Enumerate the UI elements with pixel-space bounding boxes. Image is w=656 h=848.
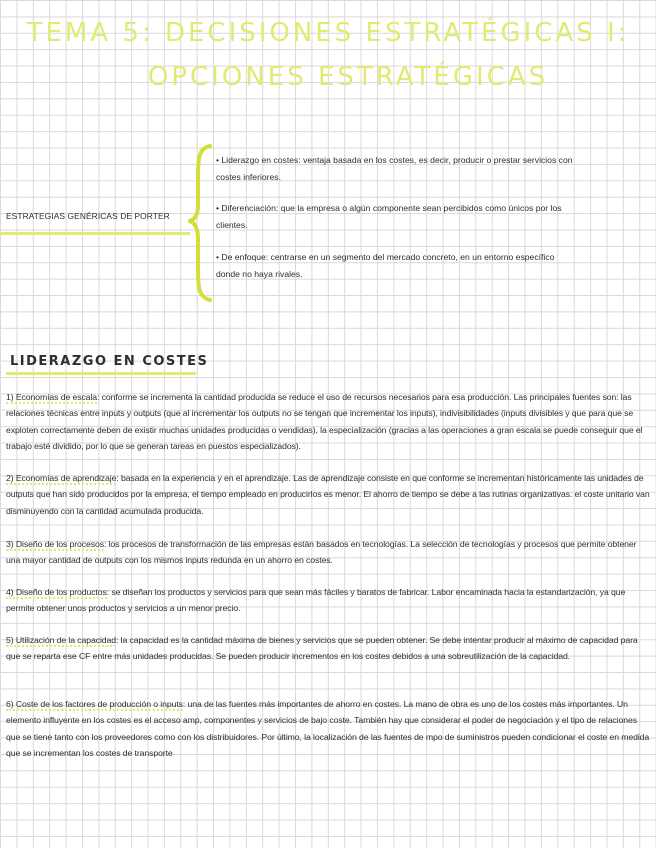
page-title-line-1: TEMA 5: DECISIONES ESTRATÉGICAS I: [26,18,630,48]
paragraph-label: 1) Economías de escala [6,392,97,402]
paragraph-text: : los procesos de transformación de las empresas están basados en tecnologías. La selección de tecnologías y procesos que permite obtener una mayor cantidad de outputs con los mismos inputs redunda en un ahorro en costes. [6,539,637,566]
section-underline [6,372,196,375]
paragraph-diseno-procesos [6,536,650,569]
paragraph-text: : la capacidad es la cantidad máxima de bienes y servicios que se pueden obtener. Se debe intentar producir al máximo de capacidad para que se reparta ese CF entre más unidades producidas. Se pueden producir incrementos en los costes debidos a una sobreutilización de la capacidad. [6,635,638,662]
paragraph-label: 5) Utilización de la capacidad [6,635,117,645]
porter-item-differentiation: • Diferenciación: que la empresa o algún componente sean percibidos como únicos por los clientes. [216,203,562,230]
paragraph-text: : una de las fuentes más importantes de ahorro en costes. La mano de obra es uno de los costes más importantes. Un elemento influyente en los costes es el acceso amp, componentes y servicios de bajo coste. También hay que considerar el poder de negociación y el tipo de relaciones que se tiene tanto con los proveedores como con los distribuidores. Por último, la localización de las fuentes de mpo de suministros pueden condicionar el coste en medida que se incrementan los costes de transporte [6,699,650,759]
porter-item-focus: • De enfoque: centrarse en un segmento del mercado concreto, en un entorno específico donde no haya rivales. [216,252,555,279]
paragraph-utilizacion-capacidad [6,632,650,665]
paragraph-text: : se diseñan los productos y servicios para que sean más fáciles y baratos de fabricar. Labor encaminada hacia la estandarización, ya que permite obtener unos productos y servicios a un menor precio. [6,587,626,614]
curly-brace-icon [188,143,214,303]
paragraph-text: : basada en la experiencia y en el aprendizaje. Las de aprendizaje consiste en que conforme se incrementan históricamente las unidades de outputs que han sido producidos por la empresa, el tiempo empleado en producirlos es menor. El ahorro de tiempo se debe a las rutinas organizativas. el coste unitario van disminuyendo con la cantidad acumulada producida. [6,473,650,516]
porter-item-leadership: • Liderazgo en costes: ventaja basada en los costes, es decir, producir o prestar servicios con costes inferiores. [216,155,573,182]
paragraph-label: 4) Diseño de los productos [6,587,107,597]
section-title: LIDERAZGO EN COSTES [10,354,209,369]
paragraph-diseno-productos [6,584,650,617]
porter-underline [0,232,190,235]
paragraph-text: : conforme se incrementa la cantidad producida se reduce el uso de recursos necesarios para esa producción. Las principales fuentes son: las relaciones técnicas entre inputs y outputs (que al incrementar los outputs no se tengan que incrementar los inputs), indivisibilidades (inputs divisibles y que para que se exploten correctamente deben de existir muchas unidades producidas o vendidas), la especialización (gracias a las operaciones a gran escala se puede conseguir que el trabajo esté dividido, por lo que se generan tareas en puestos especializados). [6,392,643,452]
paragraph-label: 2) Economías de aprendizaje [6,473,117,483]
paragraph-coste-factores [6,696,650,762]
page-title-line-2: OPCIONES ESTRATÉGICAS [147,62,549,92]
paragraph-economias-aprendizaje [6,470,650,519]
paragraph-label: 3) Diseño de los procesos [6,539,104,549]
porter-label: ESTRATEGIAS GENÉRICAS DE PORTER [6,211,170,221]
paragraph-label: 6) Coste de los factores de producción o inputs [6,699,183,709]
paragraph-economias-escala [6,389,650,455]
